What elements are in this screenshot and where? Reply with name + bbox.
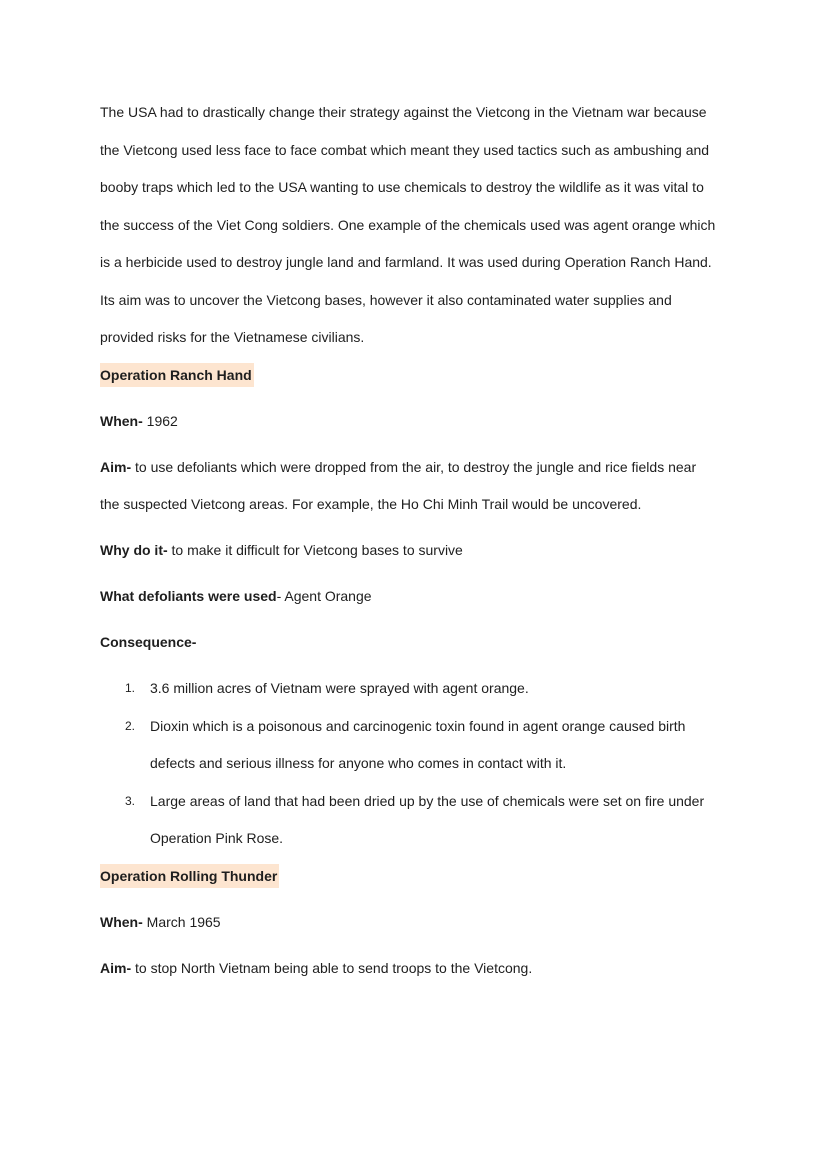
section-heading-row: [100, 861, 730, 907]
list-number: 3.: [125, 793, 136, 808]
consequence-list: [100, 673, 730, 861]
ranch-hand-defoliants: [100, 581, 730, 627]
ranch-hand-consequence: [100, 627, 730, 673]
list-item: [100, 673, 730, 711]
list-number: 2.: [125, 718, 136, 733]
section-heading-row: [100, 360, 730, 406]
rolling-thunder-aim: [100, 953, 730, 999]
intro-paragraph: [100, 97, 730, 360]
list-text: 3.6 million acres of Vietnam were sprayed with agent orange.: [150, 680, 529, 696]
consequence-label: Consequence-: [100, 634, 197, 650]
text-line: is a herbicide used to destroy jungle land and farmland. It was used during Operation Ranch Hand.: [100, 254, 712, 270]
ranch-hand-aim: [100, 452, 730, 490]
text-line: the success of the Viet Cong soldiers. One example of the chemicals used was agent orange which: [100, 216, 716, 233]
list-text: Operation Pink Rose.: [150, 830, 284, 846]
why-value: to make it difficult for Vietcong bases to survive: [167, 542, 463, 558]
defoliants-value: - Agent Orange: [276, 588, 372, 604]
when-value: March 1965: [142, 913, 221, 930]
list-number: 1.: [125, 681, 136, 695]
aim-text: the suspected Vietcong areas. For example, the Ho Chi Minh Trail would be uncovered.: [100, 496, 642, 512]
defoliants-label: What defoliants were used: [100, 588, 277, 604]
aim-label: Aim-: [100, 458, 132, 475]
text-line: booby traps which led to the USA wanting to use chemicals to destroy the wildlife as it was vital to: [100, 179, 704, 195]
document-page: [100, 97, 730, 999]
when-value: 1962: [142, 412, 178, 429]
list-text: Dioxin which is a poisonous and carcinogenic toxin found in agent orange caused birth: [150, 717, 686, 734]
section-heading-rolling-thunder: Operation Rolling Thunder: [100, 864, 279, 888]
rolling-thunder-when: [100, 907, 730, 953]
when-label: When-: [100, 913, 143, 930]
when-label: When-: [100, 412, 143, 429]
ranch-hand-why: [100, 535, 730, 581]
aim-label: Aim-: [100, 959, 132, 976]
list-item: [100, 786, 730, 861]
list-text: defects and serious illness for anyone who comes in contact with it.: [150, 755, 567, 771]
list-item: [100, 711, 730, 786]
section-heading-ranch-hand: Operation Ranch Hand: [100, 363, 254, 387]
ranch-hand-when: [100, 406, 730, 452]
text-line: Its aim was to uncover the Vietcong bases, however it also contaminated water supplies and: [100, 291, 672, 308]
list-text: Large areas of land that had been dried up by the use of chemicals were set on fire under: [150, 792, 705, 809]
why-label: Why do it-: [100, 542, 168, 558]
text-line: The USA had to drastically change their strategy against the Vietcong in the Vietnam war because: [100, 104, 707, 120]
ranch-hand-aim-cont: [100, 489, 730, 535]
aim-text: to stop North Vietnam being able to send troops to the Vietcong.: [131, 959, 533, 976]
text-line: the Vietcong used less face to face combat which meant they used tactics such as ambushing and: [100, 141, 710, 158]
text-line: provided risks for the Vietnamese civilians.: [100, 329, 365, 345]
aim-text: to use defoliants which were dropped from the air, to destroy the jungle and rice fields near: [131, 458, 697, 475]
